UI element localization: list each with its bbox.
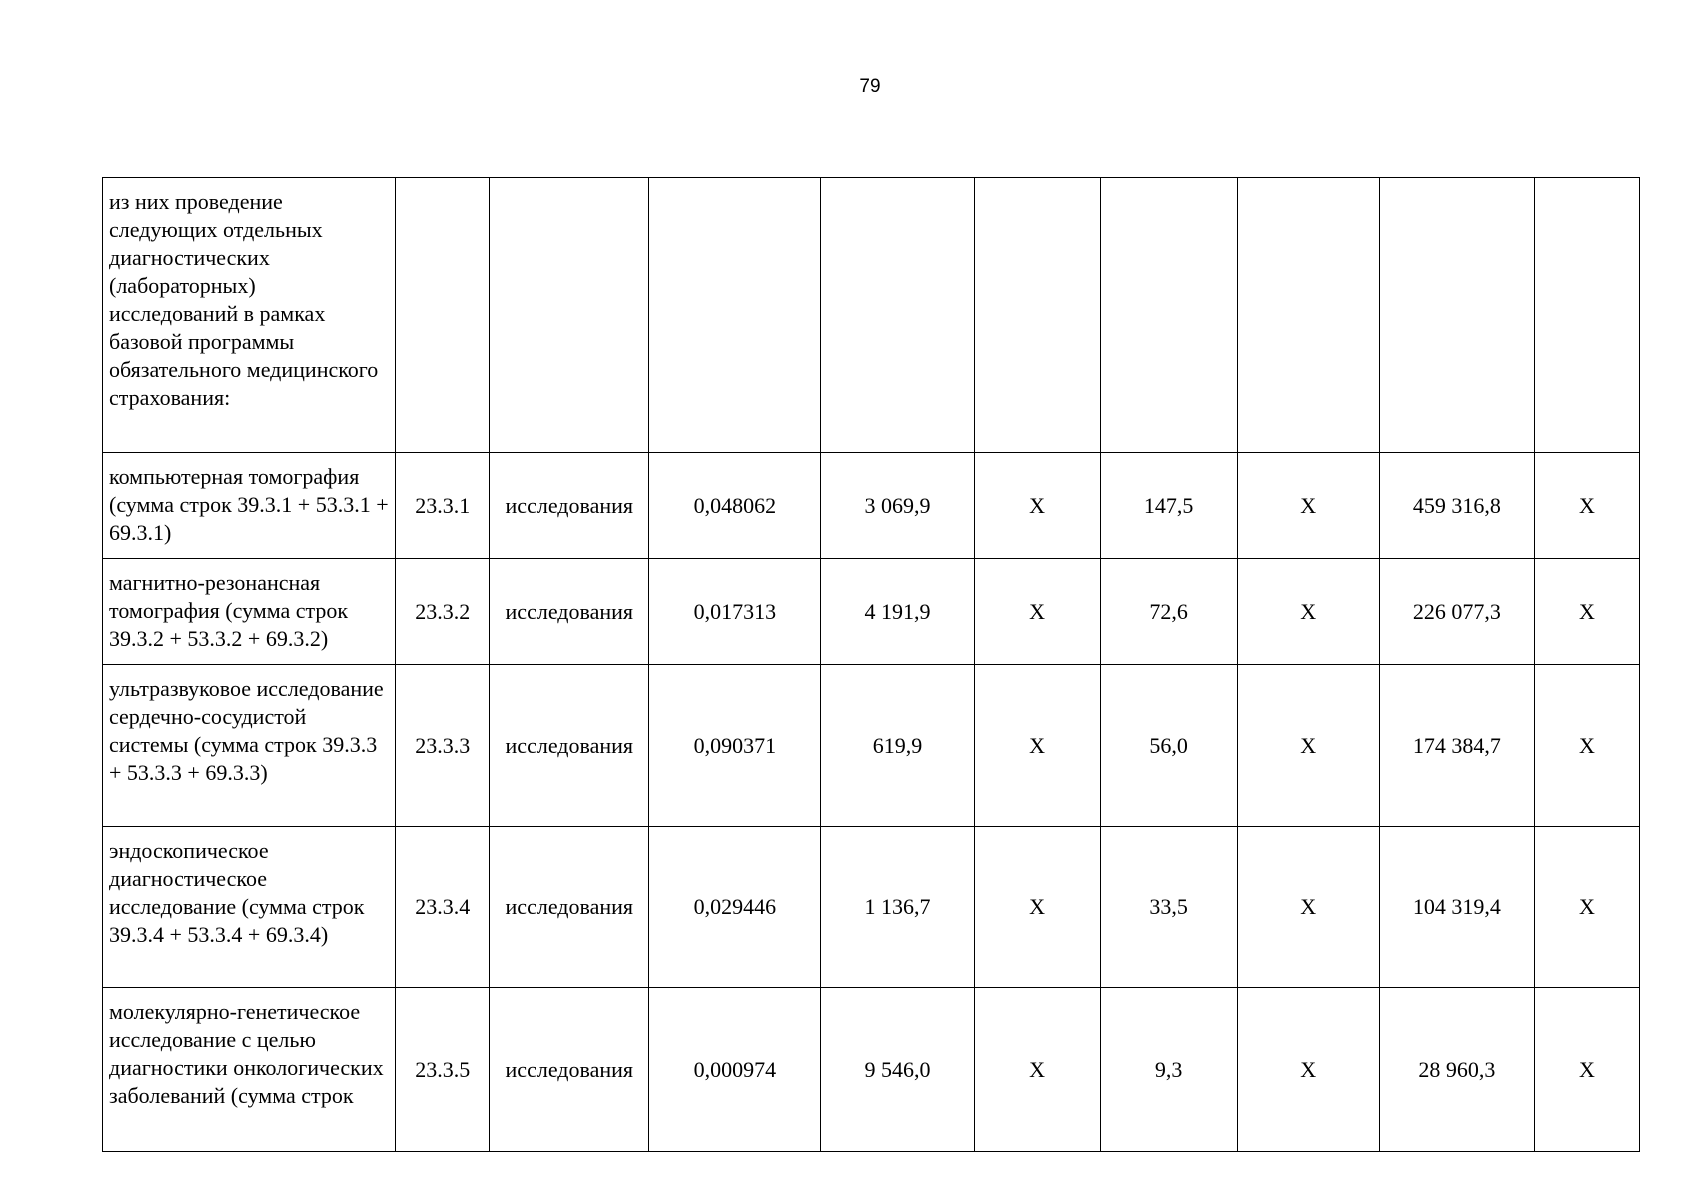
row-code-cell: 23.3.3: [396, 665, 490, 827]
value-cell: [1379, 178, 1534, 453]
row-unit-cell: исследования: [490, 559, 649, 665]
value-cell: 4 191,9: [821, 559, 974, 665]
x-mark-cell: X: [974, 988, 1100, 1152]
value-cell: 3 069,9: [821, 453, 974, 559]
row-unit-cell: [490, 178, 649, 453]
row-unit-cell: исследования: [490, 665, 649, 827]
value-cell: 619,9: [821, 665, 974, 827]
value-cell: 459 316,8: [1379, 453, 1534, 559]
x-mark-cell: X: [1237, 827, 1379, 988]
value-cell: 104 319,4: [1379, 827, 1534, 988]
x-mark-cell: X: [1534, 988, 1639, 1152]
value-cell: 9,3: [1100, 988, 1237, 1152]
value-cell: [1100, 178, 1237, 453]
table-row: [103, 988, 1640, 1152]
row-code-cell: 23.3.2: [396, 559, 490, 665]
value-cell: [1534, 178, 1639, 453]
row-name-cell: из них проведение следующих отдельных диагностических (лабораторных) исследований в рамках базовой программы обязательного медицинского страхования:: [103, 178, 396, 453]
row-code-cell: 23.3.1: [396, 453, 490, 559]
value-cell: 147,5: [1100, 453, 1237, 559]
table-row: [103, 665, 1640, 827]
row-unit-cell: исследования: [490, 988, 649, 1152]
value-cell: [649, 178, 821, 453]
x-mark-cell: X: [1534, 665, 1639, 827]
value-cell: 0,000974: [649, 988, 821, 1152]
row-name-cell: эндоскопическое диагностическое исследование (сумма строк 39.3.4 + 53.3.4 + 69.3.4): [103, 827, 396, 988]
row-code-cell: 23.3.4: [396, 827, 490, 988]
table-row: [103, 178, 1640, 453]
value-cell: 9 546,0: [821, 988, 974, 1152]
value-cell: 0,017313: [649, 559, 821, 665]
x-mark-cell: X: [974, 665, 1100, 827]
row-unit-cell: исследования: [490, 453, 649, 559]
value-cell: 174 384,7: [1379, 665, 1534, 827]
x-mark-cell: X: [974, 827, 1100, 988]
page-number: 79: [859, 76, 881, 97]
row-code-cell: 23.3.5: [396, 988, 490, 1152]
row-unit-cell: исследования: [490, 827, 649, 988]
value-cell: 0,048062: [649, 453, 821, 559]
value-cell: 72,6: [1100, 559, 1237, 665]
value-cell: [974, 178, 1100, 453]
row-name-cell: компьютерная томография (сумма строк 39.3.1 + 53.3.1 + 69.3.1): [103, 453, 396, 559]
value-cell: 33,5: [1100, 827, 1237, 988]
data-table: [102, 177, 1640, 1152]
row-name-cell: молекулярно-генетическое исследование с целью диагностики онкологических заболеваний (сумма строк: [103, 988, 396, 1152]
table-row: [103, 559, 1640, 665]
value-cell: [1237, 178, 1379, 453]
table-row: [103, 827, 1640, 988]
x-mark-cell: X: [1237, 453, 1379, 559]
x-mark-cell: X: [1237, 559, 1379, 665]
x-mark-cell: X: [974, 453, 1100, 559]
value-cell: [821, 178, 974, 453]
table-row: [103, 453, 1640, 559]
x-mark-cell: X: [1534, 559, 1639, 665]
row-code-cell: [396, 178, 490, 453]
value-cell: 56,0: [1100, 665, 1237, 827]
x-mark-cell: X: [974, 559, 1100, 665]
x-mark-cell: X: [1534, 453, 1639, 559]
value-cell: 226 077,3: [1379, 559, 1534, 665]
value-cell: 1 136,7: [821, 827, 974, 988]
value-cell: 0,029446: [649, 827, 821, 988]
x-mark-cell: X: [1237, 665, 1379, 827]
row-name-cell: ультразвуковое исследование сердечно-сосудистой системы (сумма строк 39.3.3 + 53.3.3 + 69.3.3): [103, 665, 396, 827]
row-name-cell: магнитно-резонансная томография (сумма строк 39.3.2 + 53.3.2 + 69.3.2): [103, 559, 396, 665]
x-mark-cell: X: [1237, 988, 1379, 1152]
value-cell: 28 960,3: [1379, 988, 1534, 1152]
x-mark-cell: X: [1534, 827, 1639, 988]
value-cell: 0,090371: [649, 665, 821, 827]
